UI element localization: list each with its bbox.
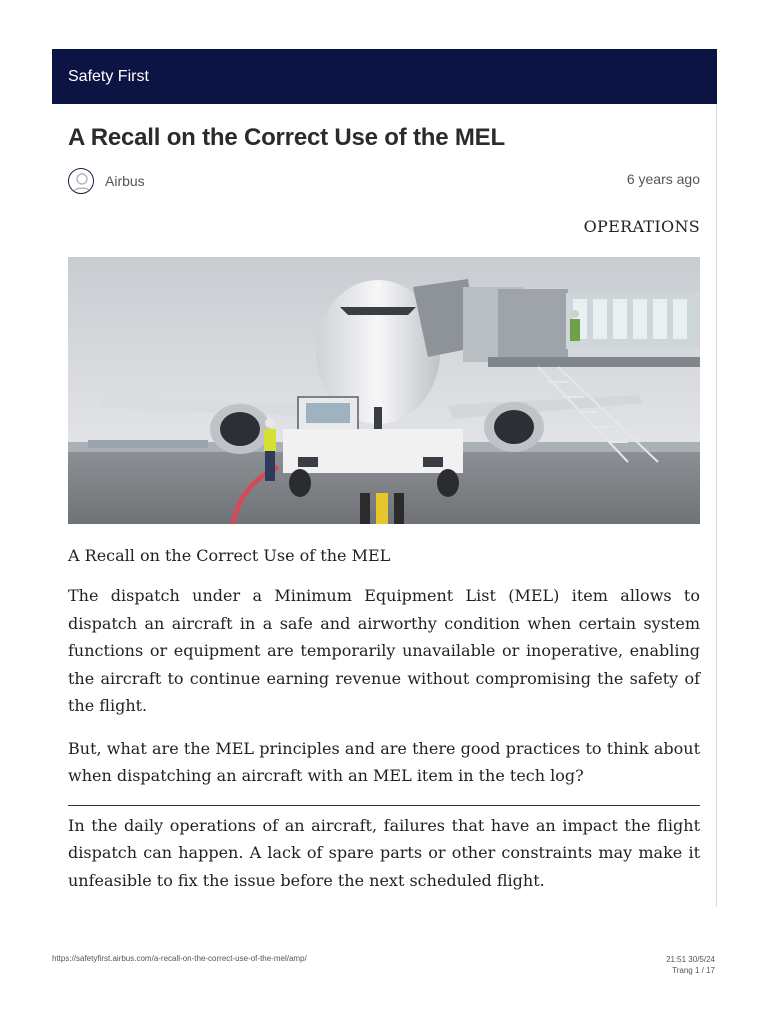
paragraph-1: The dispatch under a Minimum Equipment List (MEL) item allows to dispatch an aircraft in a safe and airworthy condition when certain system functions or equipment are temporarily unavailable or inoperative, enabling the aircraft to continue earning revenue without compromising the safety of the flight. xyxy=(68,586,700,715)
hero-image xyxy=(68,257,700,524)
site-name-link[interactable]: Safety First xyxy=(68,68,149,85)
print-footer-datetime: 21:51 30/5/24 xyxy=(666,955,715,964)
paragraph-2: But, what are the MEL principles and are there good practices to think about when dispatching an aircraft with an MEL item in the tech log? xyxy=(68,738,700,785)
paragraph-3: In the daily operations of an aircraft, failures that have an impact the flight dispatch can happen. A lack of spare parts or other constraints may make it unfeasible to fix the issue before the next scheduled flight. xyxy=(68,815,700,890)
image-caption: A Recall on the Correct Use of the MEL xyxy=(68,546,391,565)
article-title: A Recall on the Correct Use of the MEL xyxy=(68,124,505,151)
user-avatar-icon xyxy=(68,168,94,194)
post-time: 6 years ago xyxy=(626,171,700,187)
print-footer-meta xyxy=(666,954,715,976)
section-divider xyxy=(68,805,700,806)
print-footer-url: https://safetyfirst.airbus.com/a-recall-on-the-correct-use-of-the-mel/amp/ xyxy=(52,954,307,963)
site-header xyxy=(52,49,717,104)
author-row xyxy=(68,168,700,194)
author-name[interactable]: Airbus xyxy=(105,173,145,189)
print-footer-page-info: Trang 1 / 17 xyxy=(672,966,715,975)
article-body xyxy=(68,544,700,909)
category-label[interactable]: OPERATIONS xyxy=(583,217,700,236)
page-frame xyxy=(52,49,717,907)
